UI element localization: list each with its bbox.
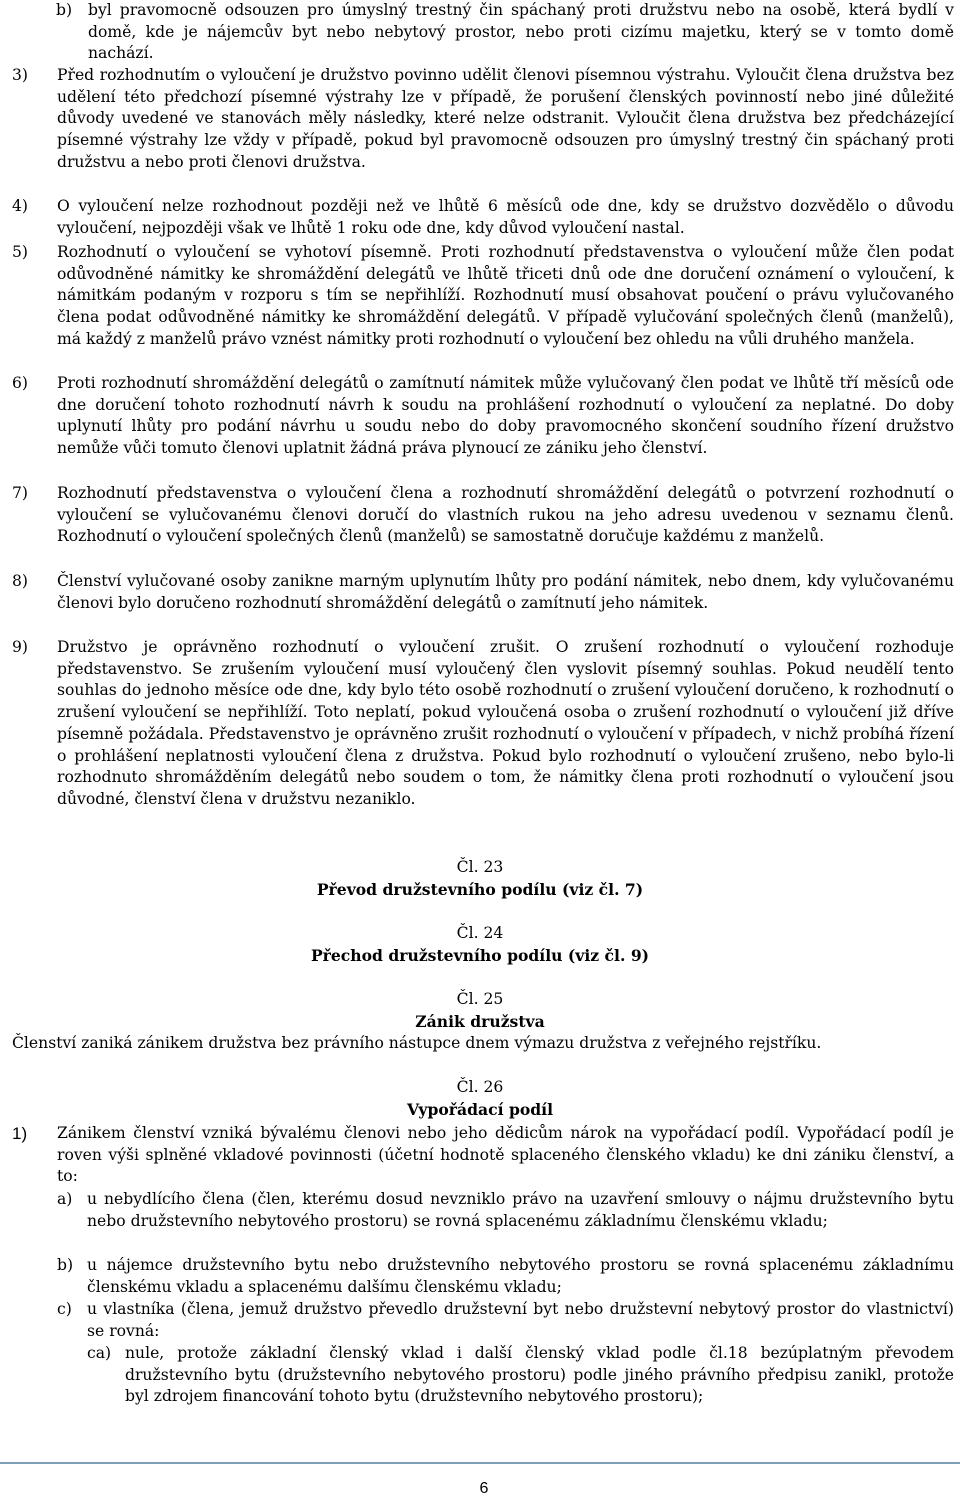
article-number: Čl. 24 [456,924,504,942]
list-item-a [57,1189,954,1232]
list-text: nule, protože základní členský vklad i další členský vklad podle čl.18 bezúplatným převodem družstevního bytu (družstevního nebytového prostoru) podle jiného právního předpisu zanikl, protože byl zdrojem financování tohoto bytu (družstevního nebytového prostoru); [125,1344,954,1406]
list-label: b) [57,1256,74,1274]
paragraph-number: 5) [12,243,29,261]
article-title: Převod družstevního podílu (viz čl. 7) [316,880,644,899]
article-title: Přechod družstevního podílu (viz čl. 9) [310,946,650,965]
paragraph-5 [12,242,954,351]
paragraph-text: Členství vylučované osoby zanikne marným uplynutím lhůty pro podání námitek, nebo dnem, kdy vylučovanému členovi bylo doručeno rozhodnutí shromáždění delegátů o zamítnutí jeho námitek. [57,572,954,612]
paragraph-number: 9) [12,638,29,656]
list-label: b) [56,1,73,19]
paragraph-26-1 [12,1123,954,1188]
paragraph-number: 4) [12,197,29,215]
paragraph-number: 7) [12,484,29,502]
list-item-b [57,1255,954,1298]
paragraph-number: 1) [12,1124,28,1143]
paragraph-text: Zánikem členství vzniká bývalému členovi nebo jeho dědicům nárok na vypořádací podíl. Vypořádací podíl je roven výši splněné vkladové povinnosti (účetní hodnotě splaceného členského vkladu) ke dni zániku členství, a to: [57,1124,954,1186]
article-title: Vypořádací podíl [406,1100,554,1119]
paragraph-4 [12,196,954,239]
list-label: ca) [87,1344,112,1362]
paragraph-text: Rozhodnutí představenstva o vyloučení člena a rozhodnutí shromáždění delegátů o potvrzení rozhodnutí o vyloučení se vylučovanému členovi doručí do vlastních rukou na jeho adresu uvedenou v seznamu členů. Rozhodnutí o vyloučení společných členů (manželů) se samostatně doručuje každému z manželů. [57,484,954,546]
paragraph-text: Proti rozhodnutí shromáždění delegátů o zamítnutí námitek může vylučovaný člen podat ve lhůtě tří měsíců ode dne doručení tohoto rozhodnutí návrh k soudu na prohlášení rozhodnutí o vyloučení za neplatné. Do doby uplynutí lhůty pro podání návrhu u soudu nebo do doby pravomocného skončení soudního řízení družstvo nemůže vůči tomuto členovi uplatnit žádná práva plynoucí ze zániku jeho členství. [57,374,954,458]
article-body: Členství zaniká zánikem družstva bez právního nástupce dnem výmazu družstva z veřejného rejstříku. [12,1034,822,1052]
paragraph-number: 3) [12,66,29,84]
list-text: u nájemce družstevního bytu nebo družstevního nebytového prostoru se rovná splacenému základnímu členskému vkladu a splacenému dalšímu členskému vkladu; [87,1256,954,1296]
page-number: 6 [479,1480,489,1497]
list-label: c) [57,1300,72,1318]
list-text: byl pravomocně odsouzen pro úmyslný trestný čin spáchaný proti družstvu nebo na osobě, která bydlí v domě, kde je nájemcův byt nebo nebytový prostor, nebo proti cizímu majetku, který se v tomto domě nachází. [88,1,954,63]
paragraph-number: 8) [12,572,29,590]
paragraph-text: Družstvo je oprávněno rozhodnutí o vyloučení zrušit. O zrušení rozhodnutí o vyloučení rozhoduje představenstvo. Se zrušením vyloučení musí vyloučený člen vyslovit písemný souhlas. Pokud neudělí tento souhlas do jednoho měsíce ode dne, kdy bylo této osobě rozhodnutí o zrušení vyloučení doručeno, k rozhodnutí o zrušení vyloučení se nepřihlíží. Toto neplatí, pokud vyloučená osoba o zrušení rozhodnutí o vyloučení již dříve písemně požádala. Představenstvo je oprávněno zrušit rozhodnutí o vyloučení v případech, v nichž probíhá řízení o prohlášení neplatnosti vyloučení člena z družstva. Pokud bylo rozhodnutí o vyloučení zrušeno, nebo bylo-li rozhodnuto shromážděním delegátů nebo soudem o tom, že námitky člena proti rozhodnutí o vyloučení jsou důvodné, členství člena v družstvu nezaniklo. [57,638,954,808]
list-item-b [56,0,954,65]
paragraph-6 [12,373,954,460]
list-item-ca [87,1343,954,1408]
paragraph-9 [12,637,954,811]
footer-divider [0,1462,960,1464]
article-title: Zánik družstva [415,1012,545,1031]
paragraph-8 [12,571,954,614]
list-text: u nebydlícího člena (člen, kterému dosud nevzniklo právo na uzavření smlouvy o nájmu družstevního bytu nebo družstevního nebytového prostoru) se rovná splacenému základnímu členskému vkladu; [87,1190,954,1230]
list-text: u vlastníka (člena, jemuž družstvo převedlo družstevní byt nebo družstevní nebytový prostor do vlastnictví) se rovná: [87,1300,954,1340]
article-number: Čl. 25 [456,990,504,1008]
article-number: Čl. 23 [456,858,504,876]
list-item-c [57,1299,954,1342]
paragraph-text: Rozhodnutí o vyloučení se vyhotoví písemně. Proti rozhodnutí představenstva o vyloučení může člen podat odůvodněné námitky ke shromáždění delegátů ve lhůtě třiceti dnů ode dne doručení oznámení o vyloučení, k námitkám podaným v rozporu s tím se nepřihlíží. Rozhodnutí musí obsahovat poučení o právu vylučovaného člena podat odůvodněné námitky ke shromáždění delegátů. V případě vylučování společných členů (manželů), má každý z manželů právo vznést námitky proti rozhodnutí o vyloučení bez ohledu na vůli druhého manžela. [57,243,954,348]
paragraph-text: Před rozhodnutím o vyloučení je družstvo povinno udělit členovi písemnou výstrahu. Vyloučit člena družstva bez udělení této předchozí písemné výstrahy lze v případě, že porušení členských povinností nebo jiné důležité důvody uvedené ve stanovách měly následky, které nelze odstranit. Vyloučit člena družstva bez předcházející písemné výstrahy lze vždy v případě, pokud byl pravomocně odsouzen pro úmyslný trestný čin spáchaný proti družstvu a nebo proti členovi družstva. [57,66,954,171]
article-number: Čl. 26 [456,1078,504,1096]
paragraph-7 [12,483,954,548]
paragraph-3 [12,65,954,174]
list-label: a) [57,1190,73,1208]
paragraph-text: O vyloučení nelze rozhodnout později než ve lhůtě 6 měsíců ode dne, kdy se družstvo dozvědělo o důvodu vyloučení, nejpozději však ve lhůtě 1 roku ode dne, kdy důvod vyloučení nastal. [57,197,954,237]
paragraph-number: 6) [12,374,29,392]
